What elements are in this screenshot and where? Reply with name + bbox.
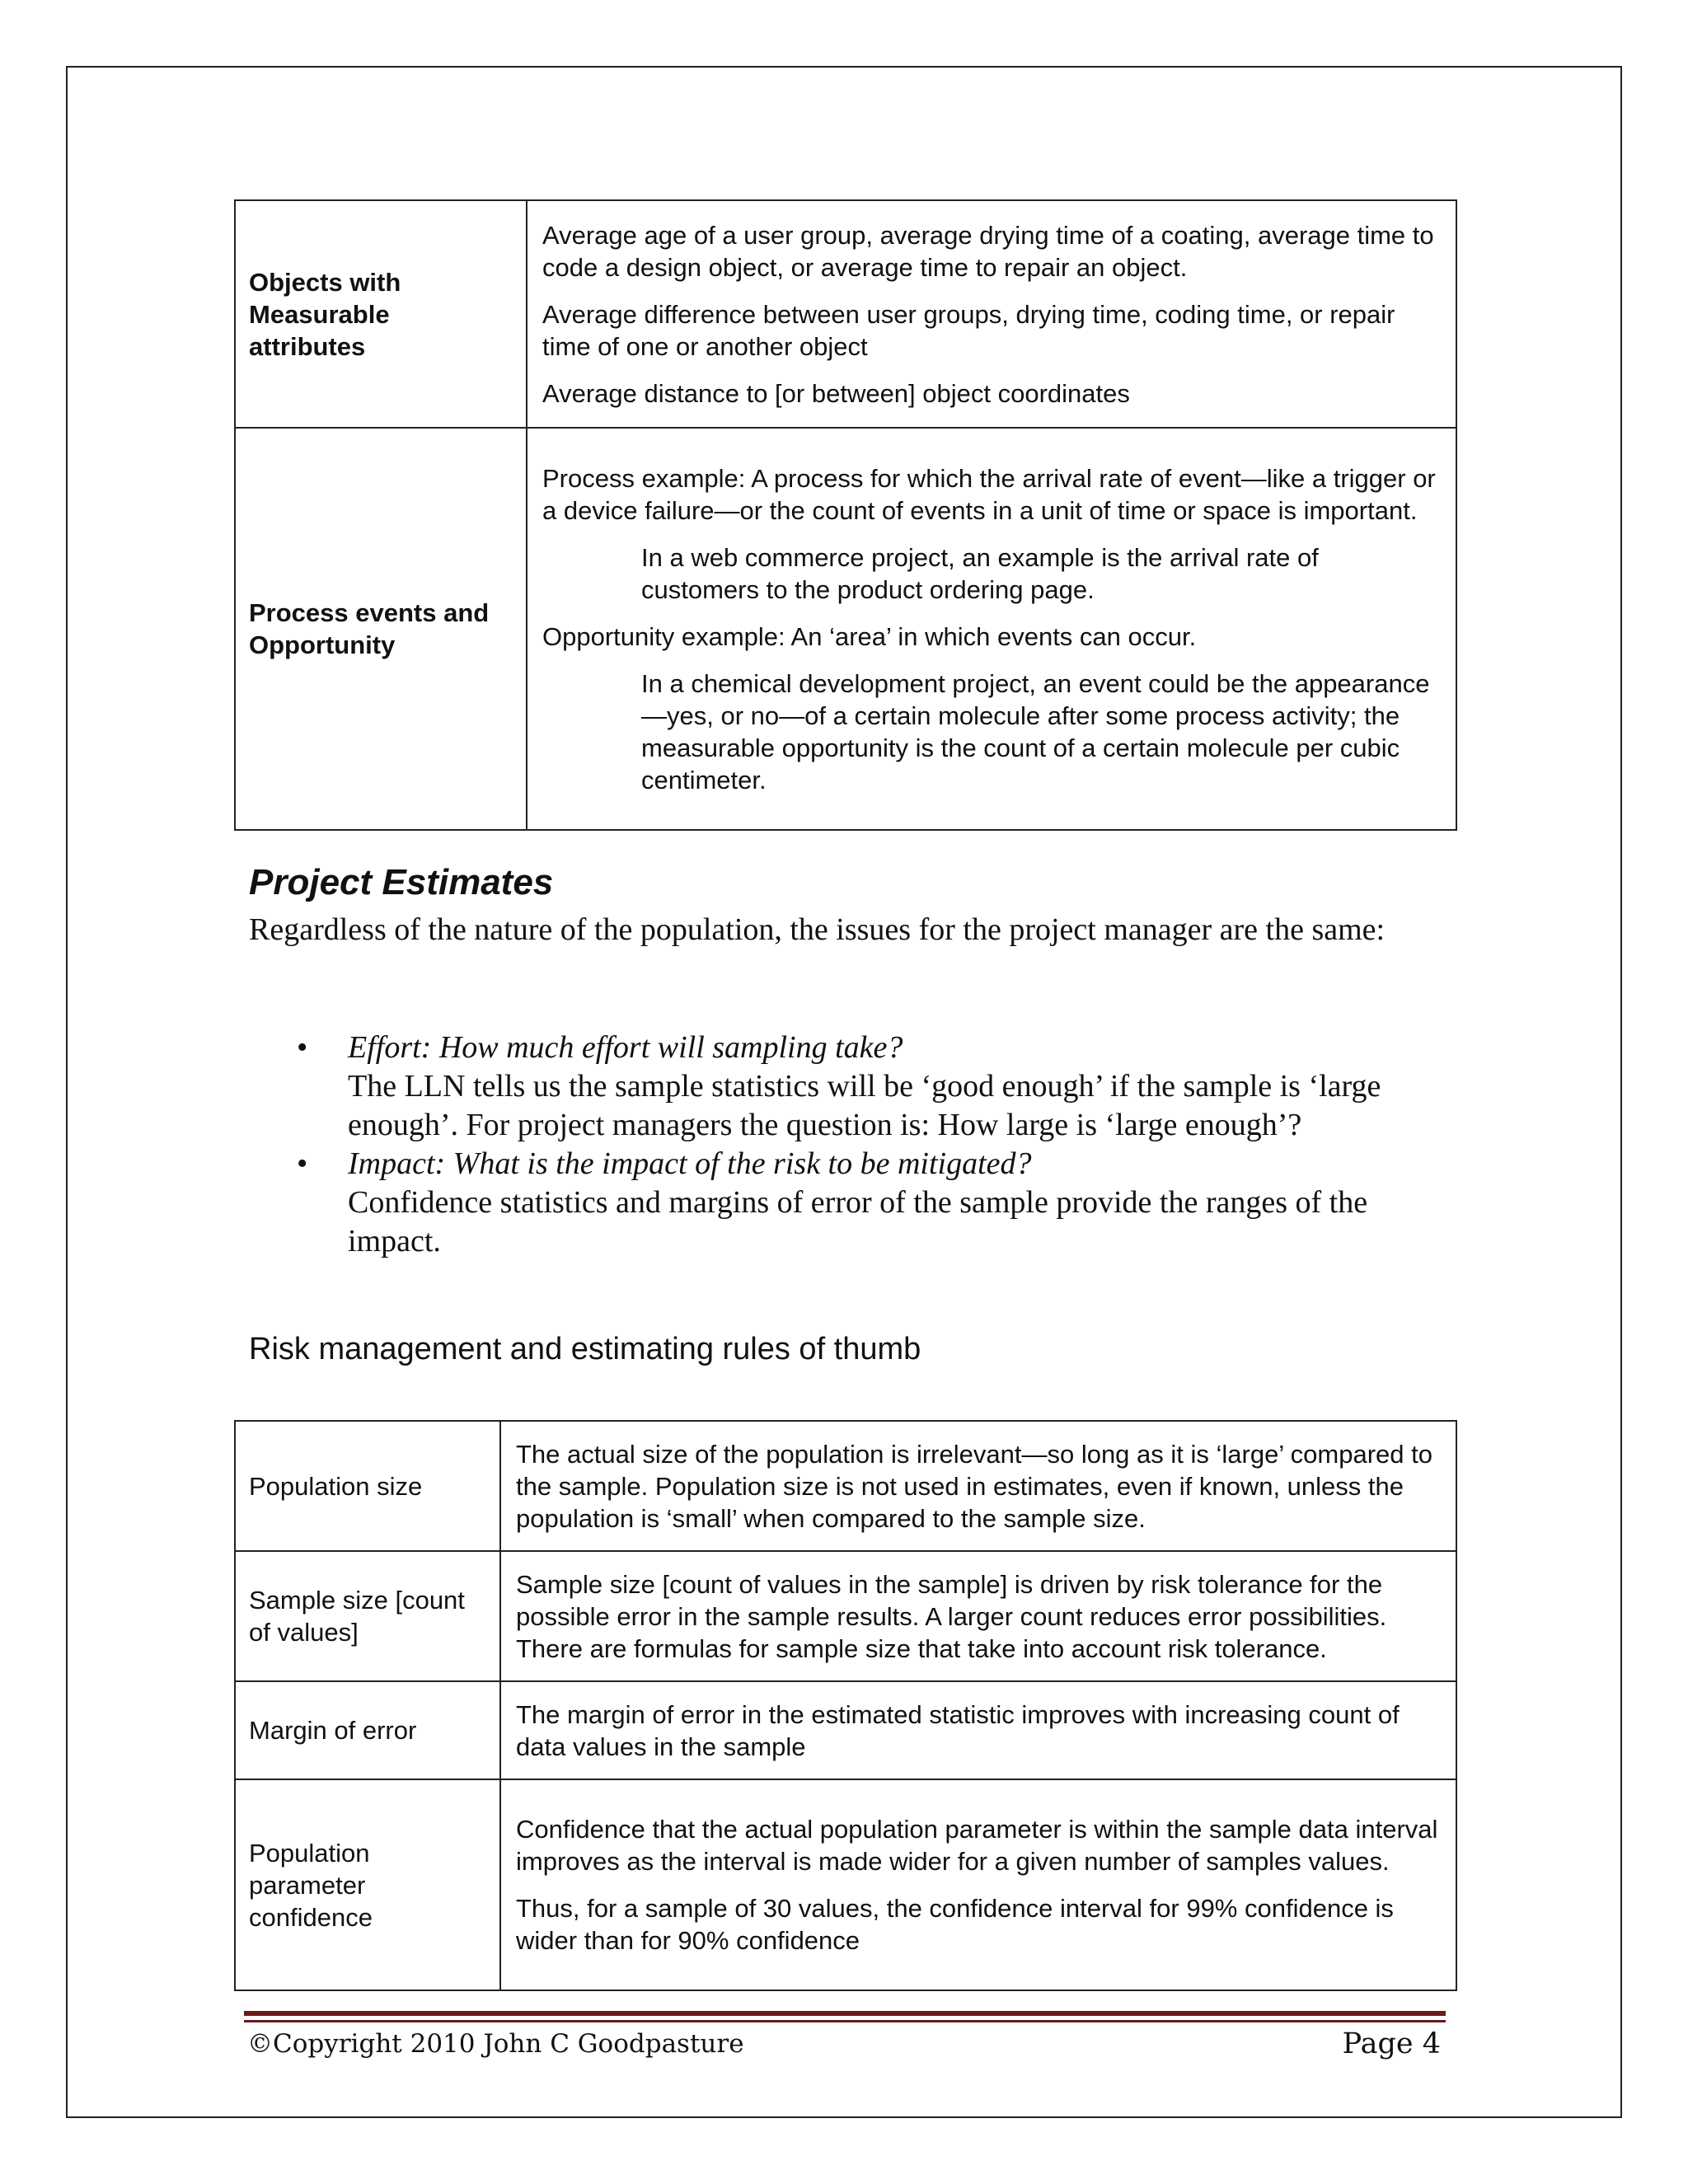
description-paragraph: Average age of a user group, average drying time of a coating, average time to code a design object, or average time to repair an object. xyxy=(542,220,1434,282)
row-description xyxy=(527,428,1456,830)
rules-of-thumb-table xyxy=(234,1420,1457,1991)
row-description xyxy=(500,1779,1456,1990)
bullet-text: Confidence statistics and margins of error of the sample provide the ranges of the impact. xyxy=(348,1185,1368,1258)
row-label: Sample size [count of values] xyxy=(235,1551,500,1681)
bullet-icon: • xyxy=(297,1146,308,1181)
table-row xyxy=(235,1421,1456,1551)
list-item xyxy=(249,1145,1436,1261)
table-caption: Risk management and estimating rules of thumb xyxy=(249,1332,921,1366)
description-paragraph: Thus, for a sample of 30 values, the confidence interval for 99% confidence is wider than for 90% confidence xyxy=(516,1894,1394,1955)
bullet-list xyxy=(249,1029,1436,1261)
row-description xyxy=(527,200,1456,428)
row-label: Margin of error xyxy=(235,1681,500,1779)
example-paragraph: In a web commerce project, an example is the arrival rate of customers to the product ordering page. xyxy=(641,542,1319,604)
bullet-question: Effort: How much effort will sampling take? xyxy=(348,1030,903,1065)
table-row xyxy=(235,1779,1456,1990)
row-label: Objects with Measurable attributes xyxy=(235,200,527,428)
copyright-notice: ©Copyright 2010 John C Goodpasture xyxy=(247,2029,744,2059)
row-description xyxy=(500,1681,1456,1779)
table-row xyxy=(235,428,1456,830)
bullet-text: The LLN tells us the sample statistics will be ‘good enough’ if the sample is ‘large enough’. For project managers the question is: How large is ‘large enough’? xyxy=(348,1069,1381,1142)
description-paragraph: Confidence that the actual population parameter is within the sample data interval improves as the interval is made wider for a given number of samples values. xyxy=(516,1815,1438,1876)
attributes-table xyxy=(234,199,1457,831)
description-paragraph: Average difference between user groups, drying time, coding time, or repair time of one or another object xyxy=(542,299,1395,361)
row-description xyxy=(500,1421,1456,1551)
row-description xyxy=(500,1551,1456,1681)
row-label: Process events and Opportunity xyxy=(235,428,527,830)
row-label: Population parameter confidence xyxy=(235,1779,500,1990)
bullet-question: Impact: What is the impact of the risk to be mitigated? xyxy=(348,1146,1032,1181)
footer-rule xyxy=(244,2011,1446,2016)
section-heading: Project Estimates xyxy=(249,862,554,902)
intro-paragraph: Regardless of the nature of the population, the issues for the project manager are the same: xyxy=(249,912,1386,947)
table-row xyxy=(235,1551,1456,1681)
bullet-icon: • xyxy=(297,1030,308,1065)
description-paragraph: Average distance to [or between] object coordinates xyxy=(542,378,1130,408)
row-label: Population size xyxy=(235,1421,500,1551)
description-paragraph: The actual size of the population is irrelevant—so long as it is ‘large’ compared to the sample. Population size is not used in estimates, even if known, unless the population is ‘small’ when compared to the sample size. xyxy=(516,1439,1432,1533)
description-paragraph: The margin of error in the estimated statistic improves with increasing count of data values in the sample xyxy=(516,1699,1400,1761)
example-paragraph: In a chemical development project, an event could be the appearance—yes, or no—of a certain molecule after some process activity; the measurable opportunity is the count of a certain molecule per cubic centimeter. xyxy=(641,668,1430,794)
footer-rule-thin xyxy=(244,2020,1446,2022)
list-item xyxy=(249,1029,1436,1145)
description-paragraph: Sample size [count of values in the sample] is driven by risk tolerance for the possible error in the sample results. A larger count reduces error possibilities. There are formulas for sample size that take into account risk tolerance. xyxy=(516,1569,1387,1663)
table-row xyxy=(235,200,1456,428)
table-row xyxy=(235,1681,1456,1779)
description-paragraph: Process example: A process for which the arrival rate of event—like a trigger or a device failure—or the count of events in a unit of time or space is important. xyxy=(542,463,1436,525)
description-paragraph: Opportunity example: An ‘area’ in which events can occur. xyxy=(542,621,1197,651)
page-number: Page 4 xyxy=(1342,2027,1441,2060)
